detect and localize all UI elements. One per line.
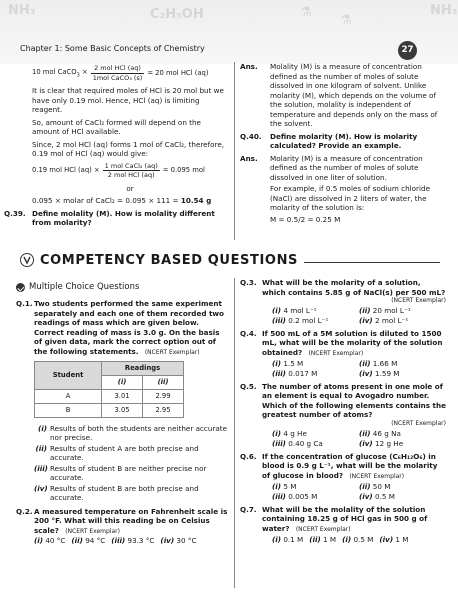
option-text: 1 M [395,534,409,544]
column-divider [234,278,235,588]
option-key: (iv) [160,536,175,546]
answer-2 [240,154,440,225]
check-circle-icon [16,283,25,292]
leaf-icon [20,253,34,267]
or-text: or [126,183,134,193]
option-text: 0.5 M [353,534,374,544]
reference: (NCERT Exemplar) [391,297,446,304]
eq3-text: 0.095 × molar of CaCl₂ = 0.095 × 111 = [32,196,179,206]
table-row [35,403,184,417]
question-39 [4,209,228,228]
eq2-denominator: 2 mol HCl (aq) [107,171,155,180]
option [359,482,446,492]
option-key: (i) [272,305,282,315]
option [111,536,154,546]
options-grid [262,482,446,502]
option-key: (ii) [309,534,321,544]
question-label: Q.4. [240,328,257,338]
reference: (NCERT Exemplar) [391,419,446,427]
watermark-icon: NH₃ [430,3,458,18]
question-40 [240,132,440,151]
option-key: (iii) [272,492,286,502]
option [272,369,359,379]
option [71,536,105,546]
chapter-header: Chapter 1: Some Basic Concepts of Chemistry [20,44,205,53]
section-title: COMPETENCY BASED QUESTIONS [40,252,304,269]
option-text: 50 M [372,481,391,491]
question-5 [240,382,446,449]
option-text: 0.5 M [375,492,395,502]
option [160,536,196,546]
answer-example: For example, if 0.5 moles of sodium chloride (NaCl) are dissolved in 2 liters of water, the molarity of the solution is: [270,184,430,212]
eq1-prefix: 10 mol CaCO [32,67,77,76]
question-label: Q.1. [16,299,33,309]
section-header [20,250,440,274]
option-key: (i) [342,534,352,544]
option-key: (i) [272,481,282,491]
option-text: 0.017 M [288,369,318,379]
question-text: A measured temperature on Fahrenheit scale is 200 °F. What will this reading be on Celsius scale? [34,506,228,535]
option-text: 0.005 M [288,492,318,502]
option-text: 20 mol L⁻¹ [372,305,411,315]
right-column-bottom [240,278,446,547]
question-7 [240,505,446,544]
eq3-result: 10.54 g [180,196,212,206]
option [272,316,359,326]
option-key: (ii) [71,536,83,546]
option-text: 93.3 °C [127,536,155,546]
left-column-top [4,62,228,231]
reference: (NCERT Exemplar) [295,525,351,533]
table-subheader: (ii) [143,375,184,389]
option-text: Results of student B are neither precise nor accurate. [50,463,207,482]
question-label: Q.3. [240,278,257,287]
left-column-bottom [16,282,228,549]
watermark-icon: ⚗ [340,13,352,28]
question-2 [16,507,228,546]
eq2-prefix: 0.19 mol HCl (aq) × [32,166,100,175]
options-grid [262,306,446,326]
equation-2 [32,162,228,180]
option [379,535,408,545]
eq1-fraction [91,64,145,82]
option [359,429,446,439]
question-label: Q.5. [240,381,257,391]
option [359,492,446,502]
equation-3 [32,196,228,206]
option-key: (iv) [359,369,373,379]
table-cell: 3.01 [102,389,143,403]
question-1 [16,299,228,503]
answer-label: Ans. [240,153,258,163]
option [34,464,228,483]
option-text: 30 °C [176,536,197,546]
option [272,492,359,502]
answer-text: Molality (M) is a measure of concentration defined as the number of moles of solute dissolved in one kilogram of solvent. Unlike molarity (M), which depends on the volume of the solution, molality is independent of temperature and depends only on the mass of the solvent. [270,62,438,128]
option [272,535,303,545]
option-key: (ii) [359,481,371,491]
table-cell: B [35,403,102,417]
option-key: (ii) [359,428,371,438]
table-header: Readings [102,361,184,375]
option-key: (iii) [34,463,48,473]
question-label: Q.2. [16,506,33,516]
option-key: (iv) [359,492,373,502]
option [272,439,359,449]
option-text: 0.2 mol L⁻¹ [288,316,329,326]
option [359,439,446,449]
option-text: 46 g Na [372,428,401,438]
eq1-numerator: 2 mol HCl (aq) [91,64,145,74]
option [34,536,65,546]
option [34,424,228,443]
paragraph: So, amount of CaCl₂ formed will depend on the amount of HCl available. [32,117,201,137]
paragraph: It is clear that required moles of HCl is 20 mol but we have only 0.19 mol. Hence, HCl (aq) is limiting reagent. [32,86,224,115]
option-key: (iv) [359,439,373,449]
option [34,444,228,463]
table-header: Student [35,361,102,389]
eq2-numerator: 1 mol CaCl₂ (aq) [104,161,158,170]
option [272,429,359,439]
answer-1 [240,62,440,129]
option-text: 1.59 M [375,369,400,379]
subsection-label: Multiple Choice Questions [29,282,140,292]
option-key: (iii) [272,369,286,379]
question-text: Define molarity (M). How is molarity calculated? Provide an example. [270,131,418,150]
option-key: (i) [272,428,282,438]
column-divider [234,62,235,240]
options-grid [262,359,446,379]
option-text: 1.5 M [283,358,304,368]
readings-table [34,361,184,418]
question-text: Define molality (M). How is molality different from molarity? [32,208,215,228]
options-grid [262,429,446,449]
options-row [34,536,228,546]
question-text: The number of atoms present in one mole of an element is equal to Avogadro number. Which of the following elements contains the greatest number of atoms? [262,381,446,420]
watermark-icon: NH₃ [8,3,36,18]
option-text: 1.66 M [372,358,398,368]
option-text: Results of student A are both precise and accurate. [50,443,199,462]
page-number: 27 [398,41,417,60]
option-key: (iii) [272,439,286,449]
reference: (NCERT Exemplar) [349,472,405,480]
option [359,359,446,369]
question-text: What will be the molarity of a solution, which contains 5.85 g of NaCl(s) per 500 mL? [262,278,446,297]
question-3 [240,278,446,326]
option-key: (i) [272,358,282,368]
eq1-result: = 20 mol HCl (aq) [147,68,209,77]
question-6 [240,452,446,502]
option-text: 0.1 M [283,534,304,544]
option-text: 12 g He [375,439,404,449]
option-key: (i) [272,534,282,544]
eq2-fraction [103,162,160,180]
equation-1: 10 mol CaCO$_3$ × $\frac{\text{2 mol HCl (aq)}}{\text{1mol CaCO₃ (s)}}$ = 20 mol HCl (aq) [32,64,209,82]
option-key: (iii) [111,536,126,546]
paragraph: Since, 2 mol HCl (aq) forms 1 mol of CaCl₂, therefore, 0.19 mol of HCl (aq) would give: [32,139,225,159]
question-label: Q.7. [240,504,257,514]
option [359,369,446,379]
question-label: Q.40. [240,131,262,141]
question-text: Two students performed the same experiment separately and each one of them recorded two readings of mass which are given below. Correct reading of mass is 3.0 g. On the basis of given data, mark the correct option out of the following statements. [34,299,224,356]
question-text: If the concentration of glucose (C₆H₁₂O₆) in blood is 0.9 g L⁻¹, what will be the molarity of glucose in blood? [262,451,438,480]
subsection-title [16,282,228,293]
option-text: Results of both the students are neither accurate nor precise. [50,423,228,442]
table-cell: A [35,389,102,403]
watermark-icon: ⚗ [300,5,312,20]
option [309,535,336,545]
option [342,535,373,545]
option-key: (ii) [359,358,371,368]
option-key: (iv) [379,534,394,544]
option [272,482,359,492]
question-text: If 500 mL of a 5M solution is diluted to 1500 mL, what will be the molarity of the solution obtained? [262,328,443,357]
table-cell: 2.99 [143,389,184,403]
watermark-icon: C₂H₅OH [150,7,204,22]
option-text: 40 °C [45,536,66,546]
table-row [35,389,184,403]
table-cell: 2.95 [143,403,184,417]
option [34,484,228,503]
question-text: What will be the molality of the solution containing 18.25 g of HCl gas in 500 g of water? [262,504,428,533]
option-key: (iv) [34,483,48,493]
reference: (NCERT Exemplar) [65,527,120,535]
option-key: (ii) [359,305,371,315]
option-text: 2 mol L⁻¹ [375,316,409,326]
option-key: (iii) [272,316,286,326]
table-cell: 3.05 [102,403,143,417]
reference: (NCERT Exemplar) [144,348,200,356]
answer-label: Ans. [240,62,258,71]
option-text: 4 g He [283,428,307,438]
option-text: 4 mol L⁻¹ [283,305,317,315]
answer-calculation: M = 0.5/2 = 0.25 M [270,214,341,224]
option [272,359,359,369]
option-text: 0.40 g Ca [288,439,323,449]
right-column-top [240,62,440,225]
options-row [262,535,446,545]
eq1-denominator: 1mol CaCO₃ (s) [92,73,143,82]
option [272,306,359,316]
question-4 [240,329,446,379]
option-text: 5 M [283,481,297,491]
eq2-result: = 0.095 mol [162,166,205,175]
question-label: Q.6. [240,451,257,461]
reference: (NCERT Exemplar) [308,349,364,357]
option-key: (i) [34,536,44,546]
option-key: (ii) [35,443,47,453]
table-subheader: (i) [102,375,143,389]
option [359,306,446,316]
option-text: 1 M [323,534,337,544]
answer-text: Molarity (M) is a measure of concentration defined as the number of moles of solute dissolved in one liter of solution. [270,153,423,182]
question-label: Q.39. [4,208,26,218]
option-key: (iv) [359,316,373,326]
option [359,316,446,326]
option-text: 94 °C [85,536,106,546]
option-key: (i) [37,423,47,433]
option-text: Results of student B are both precise and accurate. [50,483,199,502]
